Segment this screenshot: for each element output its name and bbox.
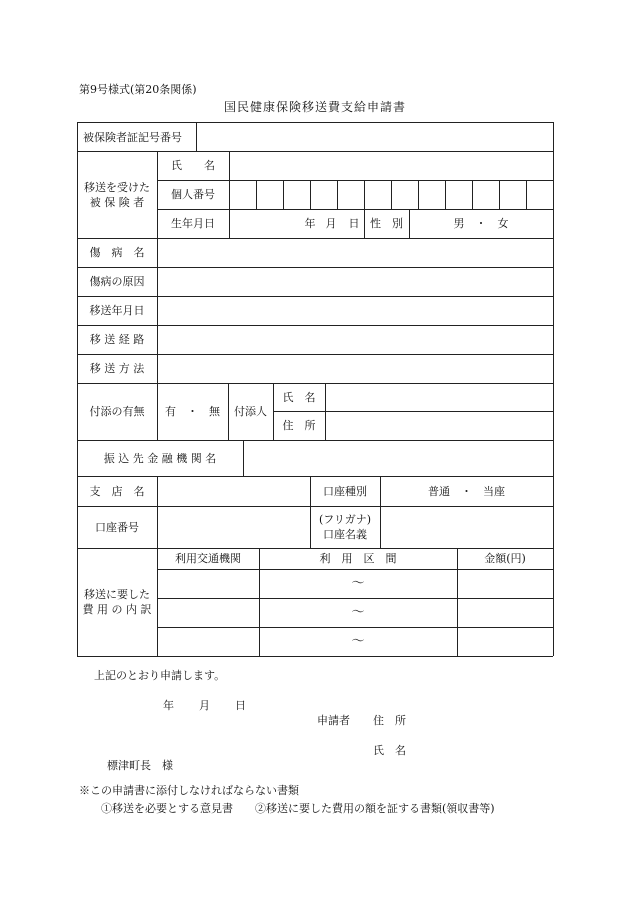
method-field[interactable] [158,355,552,383]
transport-column-header: 利用交通機関 [175,552,241,565]
cost-breakdown-label [77,548,157,656]
insured-number-field[interactable] [197,123,552,151]
cause-field[interactable] [158,268,552,296]
transfer-date-label: 移送年月日 [89,304,145,317]
bank-name-label: 振 込 先 金 融 機 関 名 [103,451,217,465]
cost-label-line1: 移送に要した [84,588,150,601]
date-day-label: 日 [235,699,246,712]
method-label: 移 送 方 法 [89,362,145,375]
transfer-date-field[interactable] [158,297,552,325]
gender-choice[interactable]: 男 ・ 女 [453,217,509,230]
addressee: 標津町長 様 [107,759,173,772]
form-title: 国民健康保険移送費支給申請書 [223,100,406,114]
amount-column-header: 金額(円) [484,552,526,565]
section-field[interactable]: 〜 [351,605,365,620]
transport-field[interactable] [158,599,258,627]
attendant-label: 付添の有無 [89,405,145,418]
branch-label: 支 店 名 [89,484,145,498]
personal-number-label: 個人番号 [171,188,215,201]
account-name-label: 口座名義 [323,528,367,541]
attendant-name-field[interactable] [326,384,552,411]
birth-year-label: 年 [304,217,316,230]
amount-field[interactable] [458,570,552,598]
attendant-choice[interactable]: 有 ・ 無 [165,405,220,418]
attendant-name-label: 氏 名 [282,390,316,404]
section-field[interactable]: 〜 [351,576,365,591]
amount-field[interactable] [458,599,552,627]
account-number-field[interactable] [158,507,310,548]
route-label: 移 送 経 路 [89,333,145,346]
account-holder-label [310,506,380,548]
attachment-note: ※この申請書に添付しなければならない書類 [79,784,299,797]
attendant-address-label: 住 所 [282,419,316,432]
applicant-address-label: 住 所 [373,714,406,727]
account-type-label: 口座種別 [323,484,367,498]
applicant-name-label: 氏 名 [373,744,406,757]
attendant-address-field[interactable] [326,412,552,440]
account-type-choice[interactable]: 普通 ・ 当座 [428,484,505,498]
transport-field[interactable] [158,570,258,598]
cause-label: 傷病の原因 [89,275,145,288]
birth-day-label: 日 [348,217,360,230]
name-field[interactable] [230,152,552,180]
attendant-person-label: 付添人 [234,405,267,418]
gender-label: 性 別 [370,217,403,230]
birth-date-label: 生年月日 [171,217,215,230]
disease-label: 傷 病 名 [89,246,145,259]
insured-person-label-line2: 被 保 険 者 [89,195,145,209]
applicant-label: 申請者 [317,714,350,727]
transport-field[interactable] [158,628,258,656]
application-statement: 上記のとおり申請します。 [94,669,226,682]
section-field[interactable]: 〜 [351,634,365,649]
bank-name-field[interactable] [244,441,552,476]
attachment-list: ①移送を必要とする意見書 ②移送に要した費用の額を証する書類(領収書等) [101,802,495,815]
disease-field[interactable] [158,239,552,267]
insured-person-label [77,151,157,238]
insured-person-label-line1: 移送を受けた [84,180,150,194]
account-holder-field[interactable] [381,507,552,548]
cost-label-line2: 費 用 の 内 訳 [82,603,152,616]
furigana-label: (フリガナ) [318,513,372,526]
account-number-label: 口座番号 [95,520,139,534]
date-month-label: 月 [199,699,210,712]
amount-field[interactable] [458,628,552,656]
name-label: 氏 名 [171,159,215,172]
birth-month-label: 月 [325,217,337,230]
form-number: 第9号様式(第20条関係) [79,83,197,96]
date-year-label: 年 [163,699,174,712]
section-column-header: 利 用 区 間 [319,552,397,565]
route-field[interactable] [158,326,552,354]
insured-number-label: 被保険者証記号番号 [83,130,182,144]
branch-field[interactable] [158,477,310,506]
personal-number-field[interactable] [230,181,552,209]
